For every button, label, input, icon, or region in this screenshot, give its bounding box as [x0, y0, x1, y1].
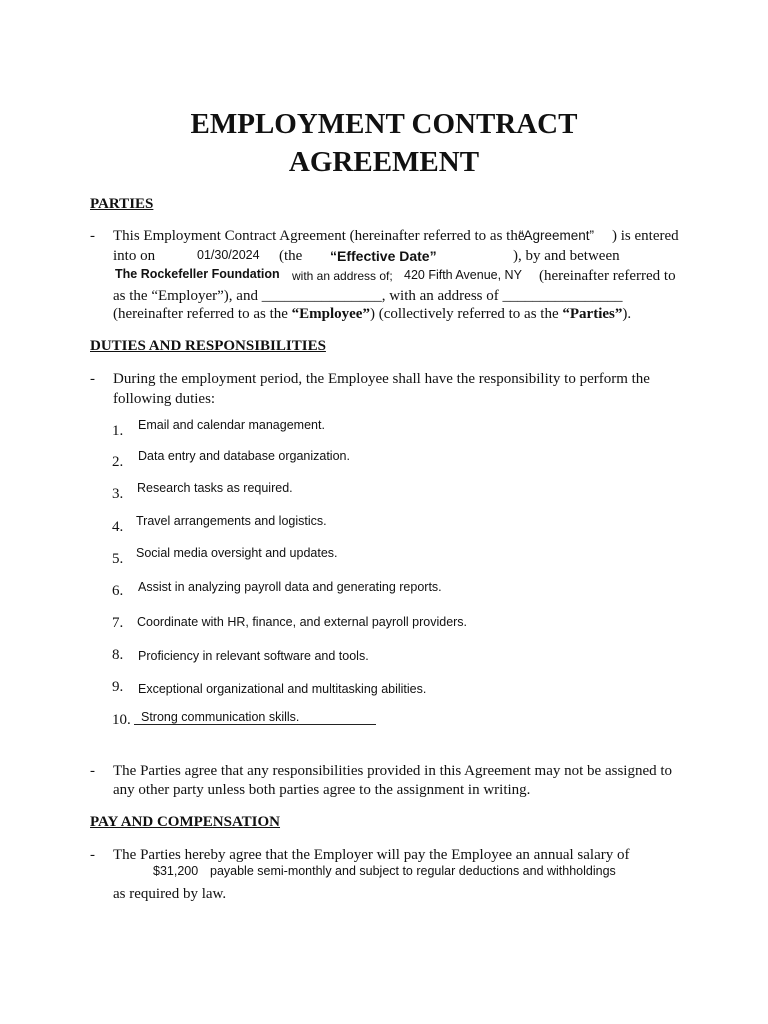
- duties-bullet-dash: -: [90, 371, 95, 387]
- duty-item-field[interactable]: Assist in analyzing payroll data and generating reports.: [138, 580, 442, 594]
- pay-line-3: as required by law.: [113, 886, 227, 902]
- parties-line-1-end: ) is entered: [612, 228, 679, 244]
- parties-line-5-mid: ) (collectively referred to as the: [369, 306, 559, 322]
- pay-line-1: The Parties hereby agree that the Employer will pay the Employee an annual salary of: [113, 847, 630, 863]
- parties-line-5: [113, 306, 631, 323]
- salary-field[interactable]: $31,200: [153, 864, 199, 878]
- duty-10-underline: [134, 724, 376, 725]
- parties-into-on: into on: [113, 248, 156, 264]
- agreement-term-field[interactable]: “Agreement”: [519, 228, 595, 243]
- duty-number: 4.: [112, 519, 124, 535]
- duty-number: 7.: [112, 615, 124, 631]
- parties-line-1-text: This Employment Contract Agreement (hereinafter referred to as the: [113, 228, 525, 244]
- duty-number: 9.: [112, 679, 124, 695]
- parties-bullet-dash: -: [90, 228, 95, 244]
- assignment-line-1: The Parties agree that any responsibilities provided in this Agreement may not be assigned to: [113, 763, 673, 779]
- duty-number: 6.: [112, 583, 124, 599]
- duties-heading: DUTIES AND RESPONSIBILITIES: [90, 338, 326, 354]
- pay-heading: PAY AND COMPENSATION: [90, 814, 281, 830]
- parties-the: (the: [279, 248, 303, 264]
- duty-item-field[interactable]: Email and calendar management.: [138, 418, 325, 432]
- effective-date-field[interactable]: 01/30/2024: [197, 248, 260, 262]
- parties-line-5-end: ).: [622, 306, 632, 322]
- employee-term: “Employee”: [291, 306, 370, 322]
- parties-heading: PARTIES: [90, 196, 154, 212]
- assignment-bullet-dash: -: [90, 763, 95, 779]
- document-title-line-1: EMPLOYMENT CONTRACT: [190, 108, 578, 140]
- employer-address-field[interactable]: 420 Fifth Avenue, NY: [404, 268, 522, 282]
- parties-line-5-start: (hereinafter referred to as the: [113, 306, 288, 322]
- effective-date-term-field[interactable]: “Effective Date”: [330, 248, 437, 264]
- duty-number: 8.: [112, 647, 124, 663]
- parties-line-3-end: (hereinafter referred to: [539, 268, 676, 284]
- duty-item-field[interactable]: Research tasks as required.: [137, 481, 293, 495]
- duty-number: 10.: [112, 712, 131, 728]
- duty-item-field[interactable]: Data entry and database organization.: [138, 449, 350, 463]
- duty-item-field[interactable]: Exceptional organizational and multitasking abilities.: [138, 682, 427, 696]
- payment-terms-field[interactable]: payable semi-monthly and subject to regular deductions and withholdings: [210, 864, 616, 878]
- duty-number: 5.: [112, 551, 124, 567]
- duty-item-field[interactable]: Strong communication skills.: [141, 710, 300, 724]
- parties-line-4: as the “Employer”), and ________________, with an address of ________________: [113, 288, 623, 304]
- parties-by-and-between: ), by and between: [513, 248, 620, 264]
- pay-bullet-dash: -: [90, 847, 95, 863]
- duty-number: 3.: [112, 486, 124, 502]
- duties-intro-line-1: During the employment period, the Employee shall have the responsibility to perform the: [113, 371, 650, 387]
- duty-item-field[interactable]: Travel arrangements and logistics.: [136, 514, 327, 528]
- employer-name-field[interactable]: The Rockefeller Foundation: [115, 267, 280, 281]
- assignment-line-2: any other party unless both parties agree to the assignment in writing.: [113, 782, 531, 798]
- with-address-of-field[interactable]: with an address of;: [292, 269, 393, 283]
- duty-number: 1.: [112, 423, 124, 439]
- document-title-line-2: AGREEMENT: [288, 146, 480, 178]
- duty-item-field[interactable]: Social media oversight and updates.: [136, 546, 338, 560]
- duty-item-field[interactable]: Proficiency in relevant software and tools.: [138, 649, 369, 663]
- duties-intro-line-2: following duties:: [113, 391, 216, 407]
- duty-number: 2.: [112, 454, 124, 470]
- duty-item-field[interactable]: Coordinate with HR, finance, and external payroll providers.: [137, 615, 468, 629]
- parties-term: “Parties”: [562, 306, 623, 322]
